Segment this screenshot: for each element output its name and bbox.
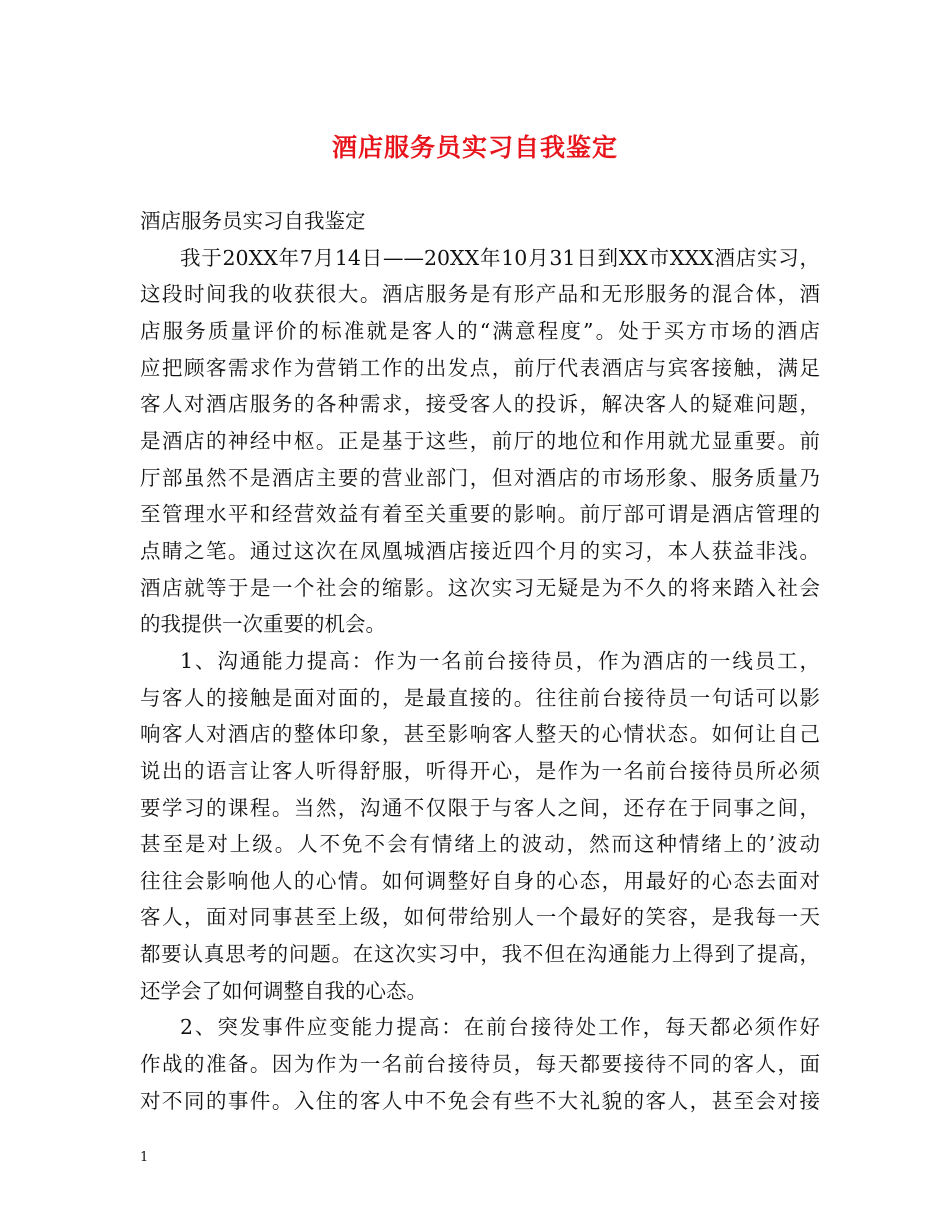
paragraph-line: 都要认真思考的问题。在这次实习中，我不但在沟通能力上得到了提高， — [140, 942, 820, 967]
paragraph-line: 1、沟通能力提高：作为一名前台接待员，作为酒店的一线员工， — [180, 648, 820, 673]
paragraph-line: 厅部虽然不是酒店主要的营业部门，但对酒店的市场形象、服务质量乃 — [140, 465, 820, 490]
paragraph-line: 说出的语言让客人听得舒服，听得开心，是作为一名前台接待员所必须 — [140, 758, 820, 783]
page-number: 1 — [140, 1150, 149, 1165]
paragraph-line: 的我提供一次重要的机会。 — [140, 612, 386, 637]
paragraph-line: 对不同的事件。入住的客人中不免会有些不大礼貌的客人，甚至会对接 — [140, 1088, 820, 1113]
paragraph-line: 要学习的课程。当然，沟通不仅限于与客人之间，还存在于同事之间， — [140, 795, 820, 820]
paragraph-line: 作战的准备。因为作为一名前台接待员，每天都要接待不同的客人，面 — [140, 1052, 820, 1077]
document-subtitle: 酒店服务员实习自我鉴定 — [140, 209, 366, 233]
paragraph-line: 客人，面对同事甚至上级，如何带给别人一个最好的笑容，是我每一天 — [140, 905, 820, 930]
paragraph-line: 与客人的接触是面对面的，是最直接的。往往前台接待员一句话可以影 — [140, 685, 820, 710]
paragraph-line: 甚至是对上级。人不免不会有情绪上的波动，然而这种情绪上的’波动 — [140, 832, 820, 857]
paragraph-line: 点睛之笔。通过这次在凤凰城酒店接近四个月的实习，本人获益非浅。 — [140, 538, 820, 563]
paragraph-line: 至管理水平和经营效益有着至关重要的影响。前厅部可谓是酒店管理的 — [140, 502, 820, 527]
paragraph-line: 客人对酒店服务的各种需求，接受客人的投诉，解决客人的疑难问题， — [140, 392, 820, 417]
paragraph-line: 酒店就等于是一个社会的缩影。这次实习无疑是为不久的将来踏入社会 — [140, 575, 820, 600]
document-body — [140, 203, 820, 1119]
paragraph-line: 2、突发事件应变能力提高：在前台接待处工作，每天都必须作好 — [180, 1015, 820, 1040]
paragraph-line: 往往会影响他人的心情。如何调整好自身的心态，用最好的心态去面对 — [140, 868, 820, 893]
paragraph-line: 店服务质量评价的标准就是客人的“满意程度”。处于买方市场的酒店 — [140, 318, 820, 343]
paragraph-line: 这段时间我的收获很大。酒店服务是有形产品和无形服务的混合体，酒 — [140, 282, 820, 307]
paragraph-line: 我于20XX年7月14日——20XX年10月31日到XX市XXX酒店实习， — [180, 245, 820, 270]
page-title: 酒店服务员实习自我鉴定 — [331, 133, 618, 162]
paragraph-line: 是酒店的神经中枢。正是基于这些，前厅的地位和作用就尤显重要。前 — [140, 428, 820, 453]
paragraph-line: 还学会了如何调整自我的心态。 — [140, 978, 427, 1003]
paragraph-line: 响客人对酒店的整体印象，甚至影响客人整天的心情状态。如何让自己 — [140, 722, 820, 747]
paragraph-line: 应把顾客需求作为营销工作的出发点，前厅代表酒店与宾客接触，满足 — [140, 355, 820, 380]
